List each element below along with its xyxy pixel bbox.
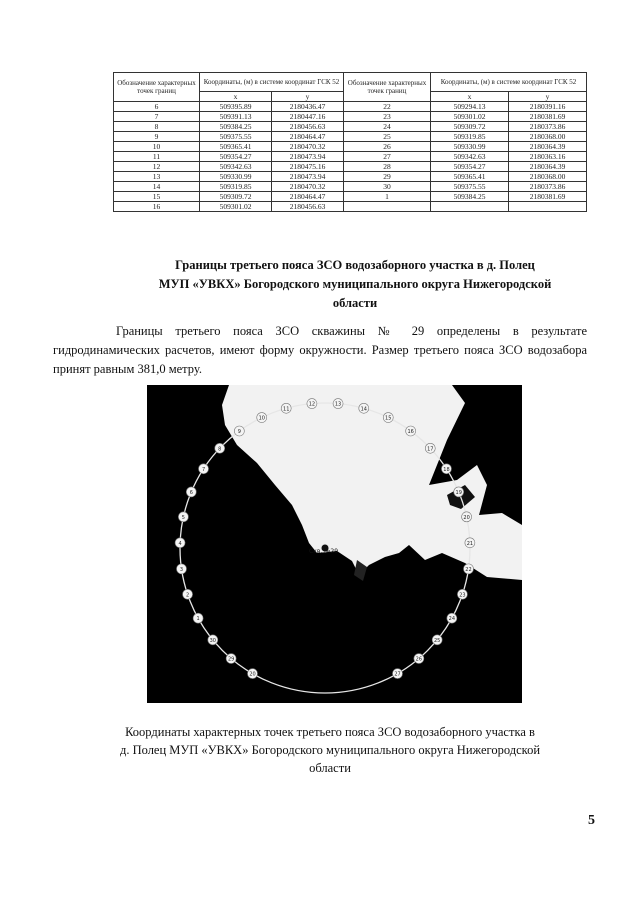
point-number: 16 xyxy=(114,202,200,212)
caption-line-2: д. Полец МУП «УВКХ» Богородского муниципального округа Нижегородской xyxy=(119,743,541,757)
y-coordinate: 2180373.86 xyxy=(509,182,587,192)
x-coordinate: 509319.85 xyxy=(431,132,509,142)
point-number: 13 xyxy=(114,172,200,182)
x-coordinate: 509375.55 xyxy=(431,182,509,192)
x-coordinate: 509354.27 xyxy=(200,152,272,162)
x-coordinate: 509330.99 xyxy=(200,172,272,182)
point-number: 9 xyxy=(114,132,200,142)
header-point-designation-left: Обозначение характерных точек границ xyxy=(114,73,200,102)
y-coordinate: 2180470.32 xyxy=(272,142,344,152)
header-coordinates-left: Координаты, (м) в системе координат ГСК 52 xyxy=(200,73,344,92)
page-number: 5 xyxy=(588,813,595,828)
table-row xyxy=(114,182,587,192)
boundary-point-label: 12 xyxy=(308,401,316,408)
body-paragraph: Границы третьего пояса ЗСО скважины № 29 определены в результате гидродинамических расчетов, имеют форму окружности. Размер третьего пояса ЗСО водозабора принят равным 381,0 метру. xyxy=(53,324,587,376)
point-number: 22 xyxy=(344,102,431,112)
y-coordinate: 2180364.39 xyxy=(509,162,587,172)
header-y-left: y xyxy=(272,92,344,102)
y-coordinate: 2180473.94 xyxy=(272,152,344,162)
point-number: 12 xyxy=(114,162,200,172)
point-number: 15 xyxy=(114,192,200,202)
x-coordinate xyxy=(431,202,509,212)
section-heading xyxy=(70,256,640,313)
point-number: 28 xyxy=(344,162,431,172)
boundary-point-label: 3 xyxy=(179,566,184,573)
y-coordinate xyxy=(509,202,587,212)
x-coordinate: 509301.02 xyxy=(200,202,272,212)
point-number: 6 xyxy=(114,102,200,112)
y-coordinate: 2180470.32 xyxy=(272,182,344,192)
x-coordinate: 509384.25 xyxy=(431,192,509,202)
boundary-point-label: 5 xyxy=(181,514,185,521)
y-coordinate: 2180391.16 xyxy=(509,102,587,112)
point-number: 26 xyxy=(344,142,431,152)
boundary-point-label: 25 xyxy=(434,637,441,644)
y-coordinate: 2180373.86 xyxy=(509,122,587,132)
y-coordinate: 2180436.47 xyxy=(272,102,344,112)
point-number: 10 xyxy=(114,142,200,152)
boundary-point-label: 22 xyxy=(465,566,472,573)
boundary-point-label: 29 xyxy=(227,656,235,663)
boundary-point-label: 26 xyxy=(415,656,423,663)
point-number: 29 xyxy=(344,172,431,182)
boundary-point-label: 19 xyxy=(455,489,462,496)
table-row xyxy=(114,162,587,172)
y-coordinate: 2180447.16 xyxy=(272,112,344,122)
y-coordinate: 2180368.00 xyxy=(509,132,587,142)
boundary-point-label: 1 xyxy=(196,616,200,623)
header-point-designation-right: Обозначение характерных точек границ xyxy=(344,73,431,102)
y-coordinate: 2180381.69 xyxy=(509,192,587,202)
boundary-point-label: 20 xyxy=(463,514,470,521)
point-number: 30 xyxy=(344,182,431,192)
coordinates-table-body xyxy=(114,102,587,212)
table-row xyxy=(114,202,587,212)
x-coordinate: 509309.72 xyxy=(200,192,272,202)
y-coordinate: 2180464.47 xyxy=(272,192,344,202)
boundary-point-label: 27 xyxy=(394,671,401,678)
boundary-point-label: 30 xyxy=(209,637,216,644)
boundary-point-label: 10 xyxy=(258,415,265,422)
point-number: 7 xyxy=(114,112,200,122)
x-coordinate: 509395.89 xyxy=(200,102,272,112)
boundary-point-label: 24 xyxy=(448,616,456,623)
heading-line-1: Границы третьего пояса ЗСО водозаборного участка в д. Полец xyxy=(175,258,535,272)
point-number xyxy=(344,202,431,212)
table-row xyxy=(114,132,587,142)
table-row xyxy=(114,142,587,152)
x-coordinate: 509309.72 xyxy=(431,122,509,132)
boundary-point-label: 2 xyxy=(185,592,190,599)
point-number: 14 xyxy=(114,182,200,192)
point-number: 27 xyxy=(344,152,431,162)
table-row xyxy=(114,192,587,202)
y-coordinate: 2180456.63 xyxy=(272,202,344,212)
boundary-point-label: 16 xyxy=(407,429,414,436)
figure-caption xyxy=(60,723,600,777)
y-coordinate: 2180381.69 xyxy=(509,112,587,122)
point-number: 8 xyxy=(114,122,200,132)
boundary-point-label: 23 xyxy=(459,592,466,599)
x-coordinate: 509342.63 xyxy=(431,152,509,162)
caption-line-3: области xyxy=(309,761,351,775)
boundary-point-label: 21 xyxy=(466,540,474,547)
header-x-right: x xyxy=(431,92,509,102)
boundary-point-label: 6 xyxy=(189,489,193,496)
x-coordinate: 509319.85 xyxy=(200,182,272,192)
x-coordinate: 509301.02 xyxy=(431,112,509,122)
table-row xyxy=(114,152,587,162)
x-coordinate: 509342.63 xyxy=(200,162,272,172)
coordinates-table xyxy=(113,72,587,212)
y-coordinate: 2180473.94 xyxy=(272,172,344,182)
well-label: Скв. №29 xyxy=(309,548,339,555)
heading-line-2: МУП «УВКХ» Богородского муниципального округа Нижегородской xyxy=(158,277,552,291)
point-number: 11 xyxy=(114,152,200,162)
boundary-point-label: 20 xyxy=(249,671,256,678)
zone-map-image xyxy=(147,385,522,703)
table-row xyxy=(114,122,587,132)
x-coordinate: 509365.41 xyxy=(431,172,509,182)
boundary-point-label: 8 xyxy=(218,446,222,453)
boundary-point-label: 13 xyxy=(334,401,342,408)
y-coordinate: 2180364.39 xyxy=(509,142,587,152)
y-coordinate: 2180368.00 xyxy=(509,172,587,182)
boundary-point-label: 18 xyxy=(443,466,450,473)
x-coordinate: 509354.27 xyxy=(431,162,509,172)
table-row xyxy=(114,102,587,112)
heading-line-3: области xyxy=(332,296,378,310)
x-coordinate: 509365.41 xyxy=(200,142,272,152)
point-number: 25 xyxy=(344,132,431,142)
y-coordinate: 2180363.16 xyxy=(509,152,587,162)
x-coordinate: 509294.13 xyxy=(431,102,509,112)
boundary-point-label: 9 xyxy=(237,429,241,436)
boundary-point-label: 4 xyxy=(178,540,182,547)
caption-line-1: Координаты характерных точек третьего пояса ЗСО водозаборного участка в xyxy=(125,725,535,739)
boundary-point-label: 17 xyxy=(427,446,434,453)
header-coordinates-right: Координаты, (м) в системе координат ГСК 52 xyxy=(431,73,587,92)
x-coordinate: 509375.55 xyxy=(200,132,272,142)
point-number: 24 xyxy=(344,122,431,132)
table-row xyxy=(114,112,587,122)
y-coordinate: 2180464.47 xyxy=(272,132,344,142)
point-number: 1 xyxy=(344,192,431,202)
table-row xyxy=(114,172,587,182)
x-coordinate: 509330.99 xyxy=(431,142,509,152)
boundary-point-label: 7 xyxy=(201,466,206,473)
header-y-right: y xyxy=(509,92,587,102)
x-coordinate: 509384.25 xyxy=(200,122,272,132)
boundary-point-label: 14 xyxy=(360,406,367,413)
x-coordinate: 509391.13 xyxy=(200,112,272,122)
boundary-point-label: 11 xyxy=(283,406,290,413)
y-coordinate: 2180475.16 xyxy=(272,162,344,172)
point-number: 23 xyxy=(344,112,431,122)
y-coordinate: 2180456.63 xyxy=(272,122,344,132)
header-x-left: x xyxy=(200,92,272,102)
boundary-point-label: 15 xyxy=(385,415,392,422)
